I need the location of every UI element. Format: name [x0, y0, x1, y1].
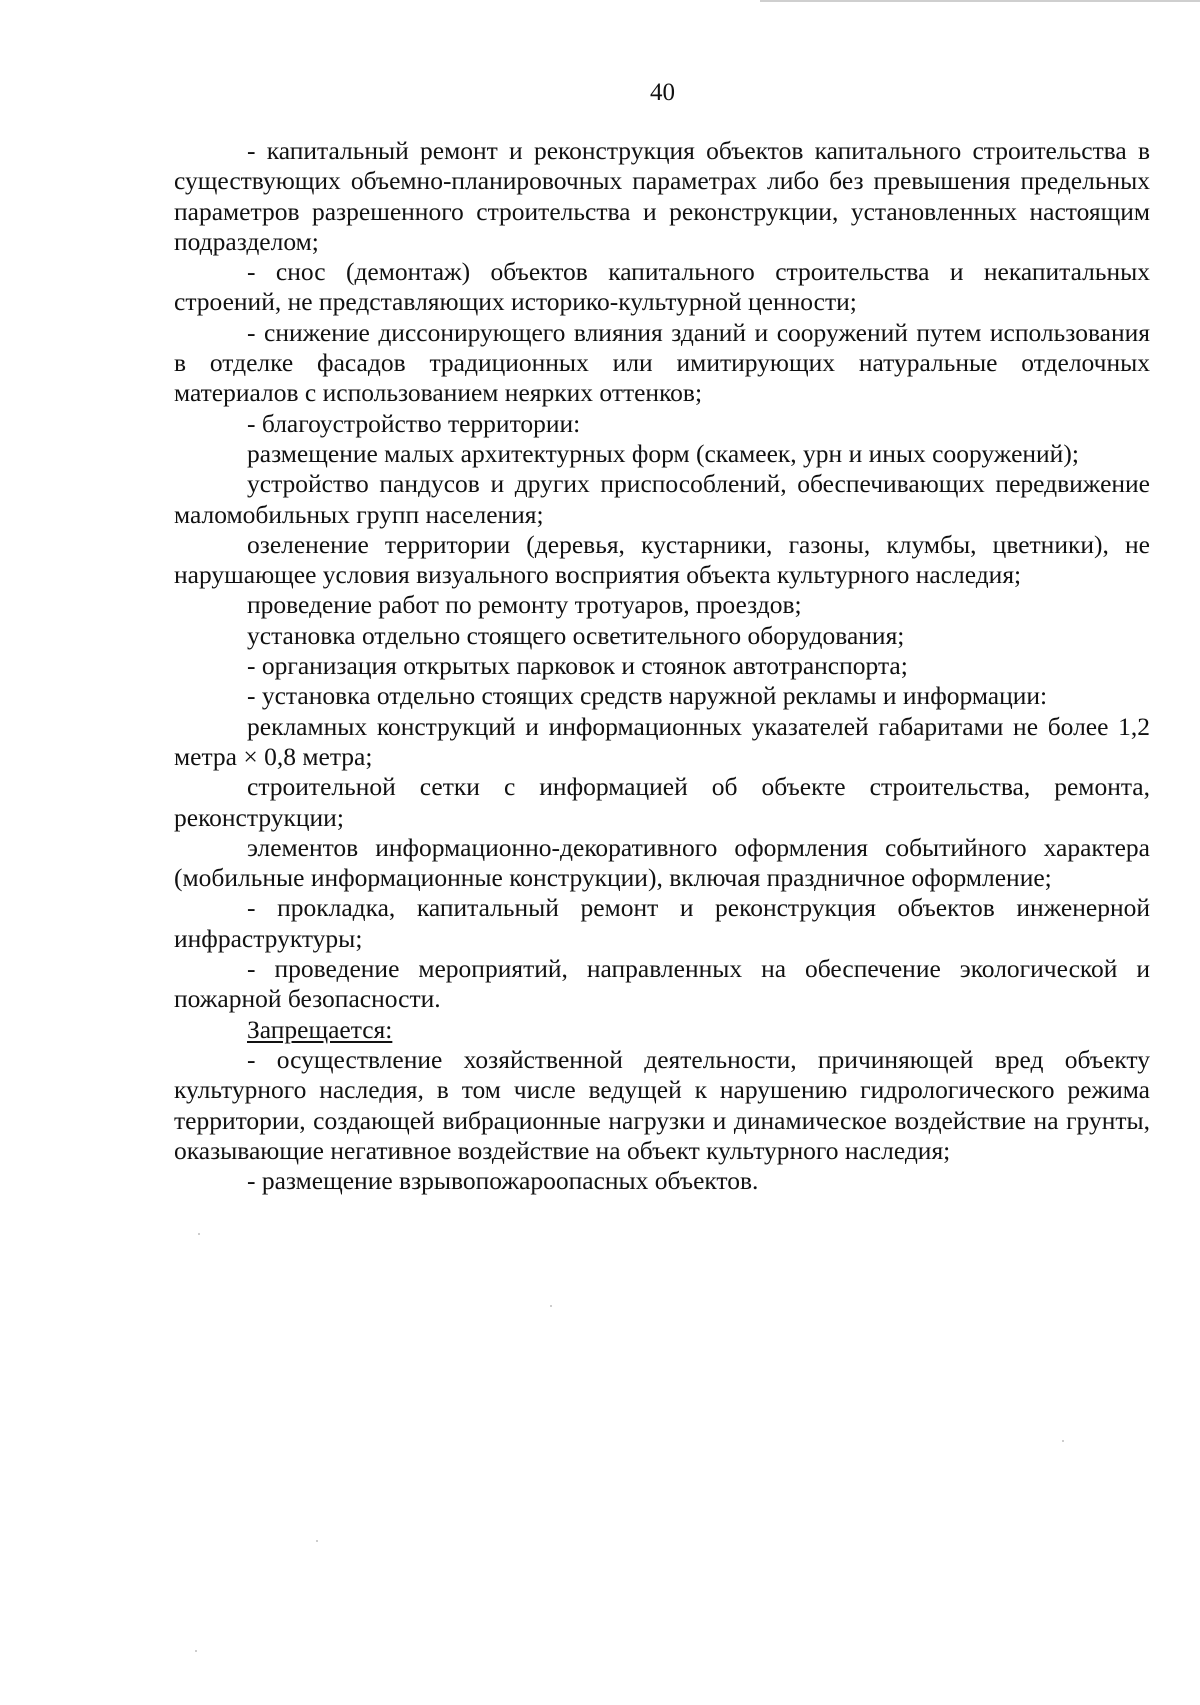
paragraph: - благоустройство территории: [247, 408, 581, 438]
prohibited-item: - осуществление хозяйственной деятельности, причиняющей вред объекту культурного наследия, в том числе ведущей к нарушению гидрологического режима территории, создающей вибрационные нагрузки и динамическое воздействие на грунты, оказывающие негативное воздействие на объект культурного наследия; [174, 1044, 1150, 1165]
paragraph: устройство пандусов и других приспособлений, обеспечивающих передвижение маломобильных групп населения; [174, 469, 1150, 529]
scan-speck [316, 1540, 318, 1542]
paragraph: озеленение территории (деревья, кустарники, газоны, клумбы, цветники), не нарушающее условия визуального восприятия объекта культурного наследия; [174, 529, 1150, 590]
paragraph: установка отдельно стоящего осветительного оборудования; [247, 620, 905, 650]
paragraph: - снижение диссонирующего влияния зданий и сооружений путем использования в отделке фасадов традиционных или имитирующих натуральные отделочных материалов с использованием неярких оттенков; [174, 317, 1150, 408]
scan-speck [195, 1650, 197, 1652]
document-body [174, 136, 1150, 1196]
scan-speck [198, 1233, 200, 1235]
paragraph: элементов информационно-декоративного оформления событийного характера (мобильные информационные конструкции), включая праздничное оформление; [174, 832, 1150, 893]
page-number: 40 [650, 79, 675, 106]
prohibited-heading [174, 1015, 1150, 1045]
prohibited-heading-text: Запрещается: [247, 1014, 393, 1044]
scan-speck [550, 1305, 552, 1307]
paragraph: - прокладка, капитальный ремонт и реконструкция объектов инженерной инфраструктуры; [174, 893, 1150, 953]
scan-speck [1062, 1440, 1064, 1442]
paragraph: - организация открытых парковок и стоянок автотранспорта; [247, 651, 908, 681]
paragraph: строительной сетки с информацией об объекте строительства, ремонта, реконструкции; [174, 772, 1150, 832]
scan-edge-line [760, 0, 1200, 2]
prohibited-item: - размещение взрывопожароопасных объектов. [247, 1166, 759, 1196]
paragraph: рекламных конструкций и информационных указателей габаритами не более 1,2 метра × 0,8 метра; [174, 711, 1150, 771]
paragraph: - снос (демонтаж) объектов капитального строительства и некапитальных строений, не представляющих историко-культурной ценности; [174, 257, 1150, 317]
paragraph: - установка отдельно стоящих средств наружной рекламы и информации: [247, 681, 1048, 711]
paragraph: проведение работ по ремонту тротуаров, проездов; [247, 590, 802, 620]
paragraph: - капитальный ремонт и реконструкция объектов капитального строительства в существующих объемно-планировочных параметрах либо без превышения предельных параметров разрешенного строительства и реконструкции, установленных настоящим подразделом; [174, 136, 1150, 256]
paragraph: - проведение мероприятий, направленных на обеспечение экологической и пожарной безопасности. [174, 954, 1150, 1014]
paragraph: размещение малых архитектурных форм (скамеек, урн и иных сооружений); [247, 438, 1079, 468]
